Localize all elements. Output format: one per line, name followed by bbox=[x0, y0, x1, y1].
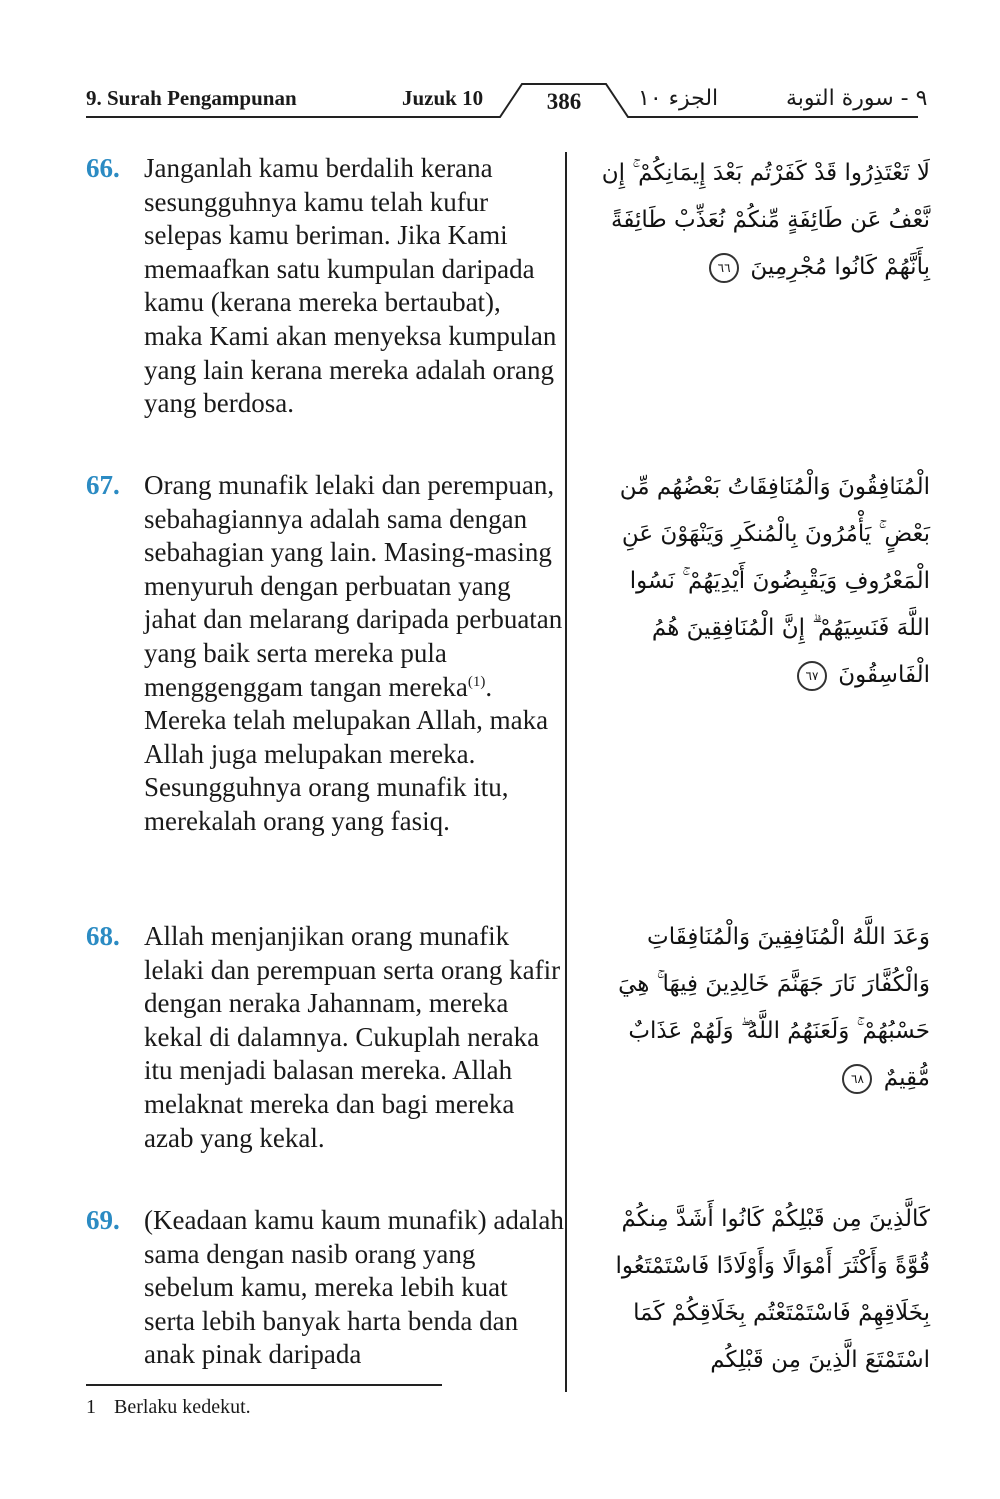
arabic-text: كَالَّذِينَ مِن قَبْلِكُمْ كَانُوا أَشَدَّ مِنكُمْ قُوَّةً وَأَكْثَرَ أَمْوَالًا وَأَوْلَادًا فَاسْتَمْتَعُوا بِخَلَاقِهِمْ فَاسْتَمْتَعْتُم بِخَلَاقِكُمْ كَمَا اسْتَمْتَعَ الَّذِينَ مِن قَبْلِكُم bbox=[615, 1206, 930, 1373]
column-divider bbox=[565, 152, 567, 1392]
verse-text: Allah menjanjikan orang munafik lelaki dan perempuan serta orang kafir dengan neraka Jahannam, mereka kekal di dalamnya. Cukuplah neraka itu menjadi balasan mereka. Allah melaknat mereka dan bagi mereka azab yang kekal. bbox=[144, 921, 561, 1153]
ayah-end-marker: ٦٦ bbox=[709, 253, 739, 283]
footnote-reference[interactable]: (1) bbox=[467, 673, 486, 690]
verse-67-arabic bbox=[600, 464, 930, 699]
surah-title-arabic: ٩ - سورة التوبة bbox=[786, 86, 928, 111]
surah-title-latin: 9. Surah Pengampunan bbox=[86, 86, 297, 110]
page-header bbox=[0, 0, 1000, 130]
juzuk-label: Juzuk 10 bbox=[402, 86, 484, 110]
arabic-text: وَعَدَ اللَّهُ الْمُنَافِقِينَ وَالْمُنَافِقَاتِ وَالْكُفَّارَ نَارَ جَهَنَّمَ خَالِدِينَ فِيهَا ۚ هِيَ حَسْبُهُمْ ۚ وَلَعَنَهُمُ اللَّهُ ۖ وَلَهُمْ عَذَابٌ مُّقِيمٌ bbox=[618, 924, 930, 1091]
verse-text-before: Orang munafik lelaki dan perempuan, sebahagiannya adalah sama dengan sebahagian yang lain. Masing-masing menyuruh dengan perbuatan yang jahat dan melarang daripada perbuatan yang baik serta mereka pula menggenggam tangan mereka bbox=[144, 470, 563, 702]
verse-text: Janganlah kamu berdalih kerana sesungguhnya kamu telah kufur selepas kamu beriman. Jika Kami memaafkan satu kumpulan daripada kamu (kerana mereka bertaubat), maka Kami akan menyeksa kumpulan yang lain kerana mereka adalah orang yang berdosa. bbox=[144, 153, 557, 419]
verse-number: 69. bbox=[86, 1205, 120, 1235]
footnote bbox=[86, 1396, 251, 1419]
verse-number: 67. bbox=[86, 470, 120, 500]
verse-number: 68. bbox=[86, 921, 120, 951]
page-number: 386 bbox=[546, 89, 582, 114]
verse-text: (Keadaan kamu kaum munafik) adalah sama dengan nasib orang yang sebelum kamu, mereka lebih kuat serta lebih banyak harta benda dan anak pinak daripada bbox=[144, 1205, 564, 1370]
arabic-text: الْمُنَافِقُونَ وَالْمُنَافِقَاتُ بَعْضُهُم مِّن بَعْضٍ ۚ يَأْمُرُونَ بِالْمُنكَرِ وَيَنْهَوْنَ عَنِ الْمَعْرُوفِ وَيَقْبِضُونَ أَيْدِيَهُمْ ۚ نَسُوا اللَّهَ فَنَسِيَهُمْ ۗ إِنَّ الْمُنَافِقِينَ هُمُ الْفَاسِقُونَ bbox=[619, 474, 930, 688]
verse-68-arabic bbox=[600, 914, 930, 1102]
footnote-rule bbox=[86, 1384, 442, 1386]
juz-label-arabic: الجزء ١٠ bbox=[638, 86, 719, 111]
verse-text bbox=[144, 469, 564, 839]
verse-69-arabic bbox=[600, 1196, 930, 1384]
footnote-number: 1 bbox=[86, 1396, 96, 1418]
ayah-end-marker: ٦٧ bbox=[797, 661, 827, 691]
footnote-text: Berlaku kedekut. bbox=[114, 1396, 251, 1418]
verse-number: 66. bbox=[86, 153, 120, 183]
ayah-end-marker: ٦٨ bbox=[842, 1064, 872, 1094]
verse-66-arabic bbox=[600, 150, 930, 291]
arabic-text: لَا تَعْتَذِرُوا قَدْ كَفَرْتُم بَعْدَ إِيمَانِكُمْ ۚ إِن نَّعْفُ عَن طَائِفَةٍ مِّنكُمْ نُعَذِّبْ طَائِفَةً بِأَنَّهُمْ كَانُوا مُجْرِمِينَ bbox=[601, 160, 930, 280]
verse-text-after: . Mereka telah melupakan Allah, maka Allah juga melupakan mereka. Sesungguhnya orang munafik itu, merekalah orang yang fasiq. bbox=[144, 671, 549, 836]
